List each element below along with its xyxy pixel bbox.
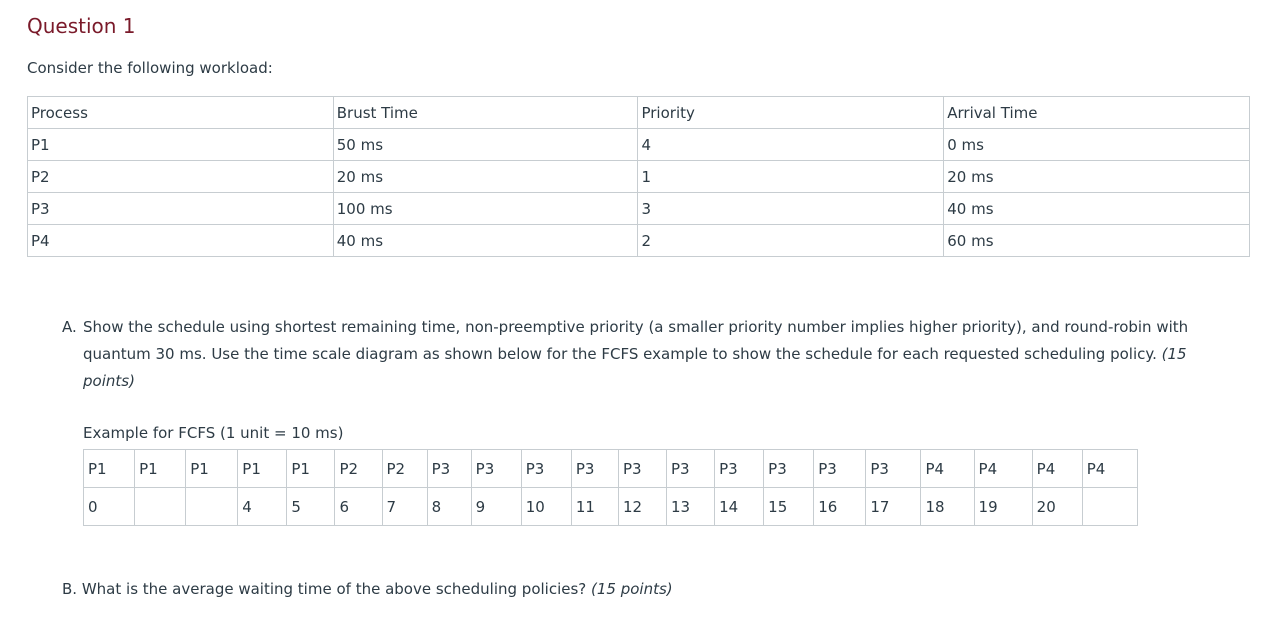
fcfs-process-cell: P3 [764, 450, 814, 488]
part-a-points: (15 points) [83, 345, 1187, 390]
fcfs-caption: Example for FCFS (1 unit = 10 ms) [83, 424, 344, 442]
fcfs-time-cell: 5 [287, 488, 335, 526]
fcfs-time-cell: 7 [382, 488, 427, 526]
fcfs-time-cell: 15 [764, 488, 814, 526]
table-row [28, 225, 1250, 257]
fcfs-time-row [84, 488, 1138, 526]
fcfs-time-cell: 4 [238, 488, 287, 526]
table-cell: Process [28, 97, 334, 129]
fcfs-time-cell: 6 [335, 488, 382, 526]
part-a-marker: A. [62, 318, 77, 336]
fcfs-time-cell [186, 488, 238, 526]
table-cell: 60 ms [944, 225, 1250, 257]
table-header-row [28, 97, 1250, 129]
fcfs-process-row [84, 450, 1138, 488]
workload-table [27, 96, 1250, 257]
fcfs-time-cell: 0 [84, 488, 135, 526]
fcfs-time-cell: 20 [1032, 488, 1082, 526]
table-row [28, 193, 1250, 225]
part-b-points: (15 points) [591, 580, 673, 598]
fcfs-time-cell: 11 [571, 488, 618, 526]
table-cell: 100 ms [333, 193, 638, 225]
fcfs-process-cell: P2 [335, 450, 382, 488]
table-cell: 1 [638, 161, 944, 193]
table-cell: Arrival Time [944, 97, 1250, 129]
table-cell: 40 ms [944, 193, 1250, 225]
fcfs-time-cell: 9 [471, 488, 521, 526]
fcfs-process-cell: P3 [571, 450, 618, 488]
table-cell: P2 [28, 161, 334, 193]
table-cell: 50 ms [333, 129, 638, 161]
fcfs-process-cell: P3 [715, 450, 764, 488]
fcfs-time-cell: 19 [974, 488, 1032, 526]
table-cell: 2 [638, 225, 944, 257]
fcfs-process-cell: P4 [974, 450, 1032, 488]
fcfs-process-cell: P4 [921, 450, 974, 488]
fcfs-process-cell: P1 [238, 450, 287, 488]
part-b-text: What is the average waiting time of the above scheduling policies? [81, 580, 587, 598]
fcfs-time-cell [135, 488, 186, 526]
fcfs-process-cell: P3 [521, 450, 571, 488]
fcfs-process-cell: P1 [135, 450, 186, 488]
part-b-marker: B. [62, 580, 78, 598]
fcfs-time-cell: 13 [667, 488, 715, 526]
table-row [28, 129, 1250, 161]
fcfs-process-cell: P4 [1082, 450, 1137, 488]
fcfs-time-cell: 8 [427, 488, 471, 526]
fcfs-process-cell: P3 [814, 450, 866, 488]
fcfs-process-cell: P2 [382, 450, 427, 488]
fcfs-process-cell: P3 [618, 450, 666, 488]
part-a-text: Show the schedule using shortest remaining time, non-preemptive priority (a smaller priority number implies higher priority), and round-robin with quantum 30 ms. Use the time scale diagram as shown below for the FCFS example to show the schedule for each requested scheduling policy. [83, 318, 1189, 363]
question-intro: Consider the following workload: [27, 59, 273, 77]
fcfs-time-cell: 10 [521, 488, 571, 526]
table-cell: 0 ms [944, 129, 1250, 161]
fcfs-time-cell: 12 [618, 488, 666, 526]
question-title: Question 1 [27, 14, 136, 38]
fcfs-process-cell: P4 [1032, 450, 1082, 488]
fcfs-process-cell: P3 [866, 450, 921, 488]
table-cell: P1 [28, 129, 334, 161]
table-cell: Priority [638, 97, 944, 129]
fcfs-timeline-table [83, 449, 1138, 526]
fcfs-process-cell: P3 [427, 450, 471, 488]
fcfs-process-cell: P1 [84, 450, 135, 488]
fcfs-time-cell [1082, 488, 1137, 526]
table-cell: 20 ms [333, 161, 638, 193]
table-cell: P4 [28, 225, 334, 257]
table-cell: 20 ms [944, 161, 1250, 193]
table-cell: 4 [638, 129, 944, 161]
table-cell: P3 [28, 193, 334, 225]
fcfs-time-cell: 16 [814, 488, 866, 526]
table-row [28, 161, 1250, 193]
table-cell: Brust Time [333, 97, 638, 129]
fcfs-process-cell: P1 [287, 450, 335, 488]
table-cell: 3 [638, 193, 944, 225]
fcfs-time-cell: 17 [866, 488, 921, 526]
fcfs-time-cell: 18 [921, 488, 974, 526]
fcfs-process-cell: P3 [471, 450, 521, 488]
part-a-body [83, 314, 1237, 395]
table-cell: 40 ms [333, 225, 638, 257]
part-a-question [62, 314, 1237, 395]
fcfs-time-cell: 14 [715, 488, 764, 526]
part-b-question [62, 580, 673, 598]
fcfs-process-cell: P3 [667, 450, 715, 488]
fcfs-process-cell: P1 [186, 450, 238, 488]
